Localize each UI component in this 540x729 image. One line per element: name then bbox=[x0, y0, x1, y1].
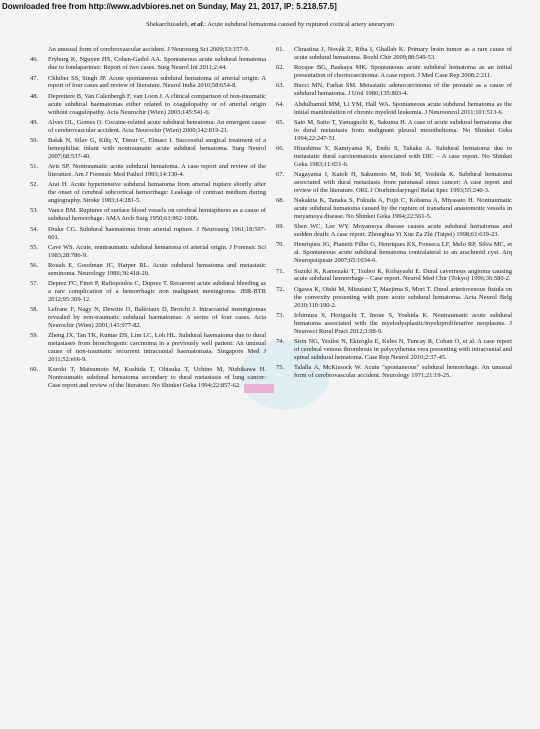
reference-number: 56. bbox=[30, 262, 39, 270]
reference-number: 71. bbox=[276, 267, 285, 275]
reference-entry bbox=[274, 312, 512, 336]
reference-entry bbox=[28, 119, 266, 135]
reference-number: 58. bbox=[30, 306, 39, 314]
reference-entry bbox=[274, 364, 512, 380]
reference-entry bbox=[274, 82, 512, 98]
reference-number: 62. bbox=[276, 64, 285, 72]
reference-number: 72. bbox=[276, 285, 285, 293]
reference-text: Avis SP. Nontraumatic acute subdural hematoma. A case report and review of the literature. Am J Forensic Med Pathol 1993;14:130-4. bbox=[48, 163, 266, 179]
reference-number: 73. bbox=[276, 311, 285, 319]
reference-entry bbox=[28, 181, 266, 205]
reference-text: Abdulhamid MM, Li YM, Hall WA. Spontaneous acute subdural hematoma as the initial manifestation of chronic myeloid leukemia. J Neurooncol 2011;101:513-6. bbox=[294, 100, 512, 116]
reference-entry bbox=[274, 64, 512, 80]
reference-entry bbox=[28, 75, 266, 91]
reference-column-right bbox=[274, 46, 512, 382]
running-head-author: Shekarchizadeh, bbox=[145, 21, 190, 28]
reference-number: 57. bbox=[30, 280, 39, 288]
reference-entry bbox=[28, 207, 266, 223]
reference-entry bbox=[274, 286, 512, 310]
running-head bbox=[0, 21, 540, 28]
reference-text: Nakakita K, Tanaka S, Fukuda A, Fujii C, Kohama A, Miyasato H. Nontraumatic acute subdural hematoma caused by the rupture of transdural anastomotic vessels in moyamoya disease. No Shinkei Geka 1994;22:561-5. bbox=[294, 197, 512, 220]
reference-text: Sato M, Saito T, Yamaguchi K, Sakuma H. A case of acute subdural hematoma due to dural metastasis from malignant pleural mesothelioma. No Shinkei Geka 1994;22:247-51. bbox=[294, 118, 512, 142]
reference-number: 70. bbox=[276, 241, 285, 249]
reference-text: An unusual form of cerebrovascular accident. J Neurosurg Sci 2009;53:157-9. bbox=[48, 46, 250, 53]
reference-text: Drake CG. Subdural haematoma from arterial rupture. J Neurosurg 1961;18:597-601. bbox=[48, 225, 266, 241]
reference-entry bbox=[274, 268, 512, 284]
reference-number: 68. bbox=[276, 197, 285, 205]
reference-text: Henriques JG, Pianetti Filho G, Henriques KS, Fonseca LF, Melo RP, Silva MC, et al. Spontaneous acute subdural hematoma contralateral to an arachnoid cyst. Arq Neuropsiquiatr 2007;65:1034-6. bbox=[294, 241, 512, 265]
reference-text: Kuroki T, Matsumoto M, Kushida T, Ohtsuka T, Uchino M, Nishikawa H. Nontraumatic subdural hematoma secondary to dural metastasis of lung cancer: Case report and review of the literature. No Shinkei Geka 1994;22:857-62. bbox=[48, 366, 266, 390]
reference-entry bbox=[274, 223, 512, 239]
reference-number: 49. bbox=[30, 118, 39, 126]
reference-number: 65. bbox=[276, 118, 285, 126]
reference-text: Chhiber SS, Singh JP. Acute spontaneous subdural hematoma of arterial origin: A report of four cases and review of literature. Neurol India 2010;58:654-8. bbox=[48, 74, 266, 90]
reference-entry bbox=[28, 280, 266, 304]
reference-entry bbox=[274, 145, 512, 169]
reference-entry bbox=[28, 244, 266, 260]
reference-text: Chrastina J, Novák Z, Riha I, Ghallab K. Primary brain tumor as a rare cause of acute subdural hematoma. Rozhl Chir 2009;88:549-53. bbox=[294, 46, 512, 61]
reference-number: 54. bbox=[30, 225, 39, 233]
reference-entry bbox=[274, 46, 512, 62]
reference-text: Suzuki K, Kamezaki T, Tsuboi K, Kobayashi E. Dural cavernous angioma causing acute subdural hemorrhage – Case report. Neurol Med Chir (Tokyo) 1996;36:580-2. bbox=[294, 267, 512, 283]
reference-entry bbox=[28, 262, 266, 278]
reference-entry bbox=[274, 338, 512, 362]
reference-number: 51. bbox=[30, 163, 39, 171]
reference-entry bbox=[274, 171, 512, 195]
reference-text: Sirin NG, Yesilot N, Ekizoglu E, Keles N, Tuncay R, Coban O, et al. A case report of cerebral venous thrombosis in polycythemia vera presenting with intracranial and spinal subdural hematoma. Case Rep Neurol 2010;2:37-45. bbox=[294, 337, 512, 361]
reference-column-left bbox=[28, 46, 266, 393]
reference-text: Talalla A, McKissock W. Acute "spontaneous" subdural hemorrhage. An unusual form of cerebrovascular accident. Neurology 1971;21:19-25. bbox=[294, 364, 512, 379]
reference-entry bbox=[274, 241, 512, 265]
reference-number: 48. bbox=[30, 92, 39, 100]
reference-text: Ogawa K, Oishi M, Mizutani T, Maejima S, Mori T. Dural arteriovenous fistula on the convexity presenting with pure acute subdural hematoma. Acta Neurol Belg 2010;110:190-2. bbox=[294, 285, 512, 309]
reference-entry bbox=[28, 226, 266, 242]
reference-text: Rocque BG, Baskaya MK. Spontaneous acute subdural hematoma as an initial presentation of choriocarcinoma: A case report. J Med Case Rep 2008;2:211. bbox=[294, 64, 512, 80]
reference-entry bbox=[28, 366, 266, 390]
reference-entry bbox=[28, 137, 266, 161]
reference-entry bbox=[28, 46, 266, 54]
reference-text: Shen WC, Lee WY. Moyamoya disease causes acute subdural hematomas and sudden death: A case report. Zhonghua Yi Xue Za Zhi (Taipei) 1998;61:619-23. bbox=[294, 223, 512, 239]
reference-entry bbox=[28, 93, 266, 117]
reference-number: 63. bbox=[276, 82, 285, 90]
reference-entry bbox=[274, 119, 512, 143]
reference-text: Lefranc F, Nagy N, Dewitte O, Balériaux D, Brotchi J. Intracranial meningiomas revealed by non-traumatic subdural haematomas: A series of four cases. Acta Neurochir (Wien) 2001;143:977-82. bbox=[48, 306, 266, 330]
reference-number: 53. bbox=[30, 207, 39, 215]
reference-number: 60. bbox=[30, 366, 39, 374]
reference-number: 75. bbox=[276, 364, 285, 372]
reference-number: 55. bbox=[30, 243, 39, 251]
reference-number: 47. bbox=[30, 74, 39, 82]
reference-text: Bucci MN, Farhat SM. Metastatic adenocarcinoma of the prostate as a cause of subdural hematoma. J Urol 1986;135:803-4. bbox=[294, 82, 512, 98]
reference-text: Vance BM. Ruptures of surface blood vessels on cerebral hemispheres as a cause of subdural hemorrhage. AMA Arch Surg 1950;61:992-1006. bbox=[48, 207, 266, 223]
reference-number: 59. bbox=[30, 332, 39, 340]
reference-number: 52. bbox=[30, 181, 39, 189]
reference-text: Rouah E, Goodman JC, Harper RL. Acute subdural hematoma and metastatic seminoma. Neurology 1986;36:418-20. bbox=[48, 262, 266, 277]
reference-entry bbox=[274, 197, 512, 221]
reference-entry bbox=[274, 101, 512, 117]
reference-number: 66. bbox=[276, 144, 285, 152]
reference-number: 50. bbox=[30, 137, 39, 145]
reference-entry bbox=[28, 332, 266, 364]
reference-text: Arai H. Acute hypertensive subdural hematoma from arterial rupture shortly after the onset of cerebral subcortical hemorrhage: Leakage of contrast medium during angiography. Stroke 1983;14:281-5. bbox=[48, 181, 266, 205]
reference-text: Ichimura S, Horiguchi T, Inoue S, Yoshida K. Nontraumatic acute subdural hematoma associated with the myelodysplastic/myeloproliferative neoplasms. J Neurosci Rural Pract 2012;3:98-9. bbox=[294, 311, 512, 335]
reference-number: 74. bbox=[276, 337, 285, 345]
reference-entry bbox=[28, 306, 266, 330]
reference-text: Depreitere B, Van Calenbergh F, van Loon J. A clinical comparison of non-traumatic acute subdural haematomas either related to coagulopathy or of arterial origin without coagulopathy. Acta Neurochir (Wien) 2003;145:541-6. bbox=[48, 92, 266, 116]
reference-text: Zheng JX, Tan TK, Kumar DS, Lim LC, Loh HL. Subdural haematoma due to dural metastases from bronchogenic carcinoma in a previously well patient: An unusual cause of non-traumatic recurrent intracranial haematomata. Singapore Med J 2011;52:e66-9. bbox=[48, 332, 266, 364]
running-head-title: : Acute subdural hematoma caused by ruptured cortical artery aneurysm bbox=[204, 21, 395, 28]
running-head-etal: et al. bbox=[190, 21, 205, 28]
reference-number: 64. bbox=[276, 100, 285, 108]
reference-text: Hirashima Y, Kamiyama K, Endo S, Takaku A. Subdural hematoma due to metastatic dural carcinomatosis associated with DIC – A case report. No Shinkei Geka 1983;11:651-6. bbox=[294, 144, 512, 168]
reference-text: Alves OL, Gomes O. Cocaine-related acute subdural hematoma: An emergent cause of cerebrovascular accident. Acta Neurochir (Wien) 2000;142:819-21. bbox=[48, 118, 266, 134]
reference-text: Cave WS. Acute, nontraumatic subdural hematoma of arterial origin. J Forensic Sci 1983;28:786-9. bbox=[48, 243, 266, 259]
reference-text: Deprez FC, Finet P, Raftopoulos C, Duprez T. Recurrent acute subdural bleeding as a rare complication of a hemorrhagic non malignant meningioma. JBR-BTR 2012;95:309-12. bbox=[48, 280, 266, 304]
reference-number: 46. bbox=[30, 56, 39, 64]
reference-number: 69. bbox=[276, 223, 285, 231]
download-banner: Downloaded free from http://www.advbiores.net on Sunday, May 21, 2017, IP: 5.218.57.5] bbox=[2, 2, 337, 11]
reference-text: Fryburg K, Nguyen HS, Cohen-Gadol AA. Spontaneous acute subdural hematoma due to fondaparinux: Report of two cases. Surg Neurol Int 2011;2:44. bbox=[48, 56, 266, 72]
reference-text: Nagayama I, Katoh H, Sakumoto M, Itoh M, Yoshida K. Subdural hematoma associated with dural metastasis from paranasal sinus cancer: A case report and review of the literature. ORL J Otorhinolaryngol Relat Spec 1993;55:240-3. bbox=[294, 171, 512, 194]
reference-entry bbox=[28, 56, 266, 72]
reference-number: 61. bbox=[276, 46, 285, 53]
reference-text: Balak N, Silav G, Kiliç Y, Timur C, Elmaci I. Successful surgical treatment of a hemophiliac infant with nontraumatic acute subdural hematoma. Surg Neurol 2007;68:537-40. bbox=[48, 137, 266, 160]
reference-number: 67. bbox=[276, 171, 285, 179]
reference-entry bbox=[28, 163, 266, 179]
